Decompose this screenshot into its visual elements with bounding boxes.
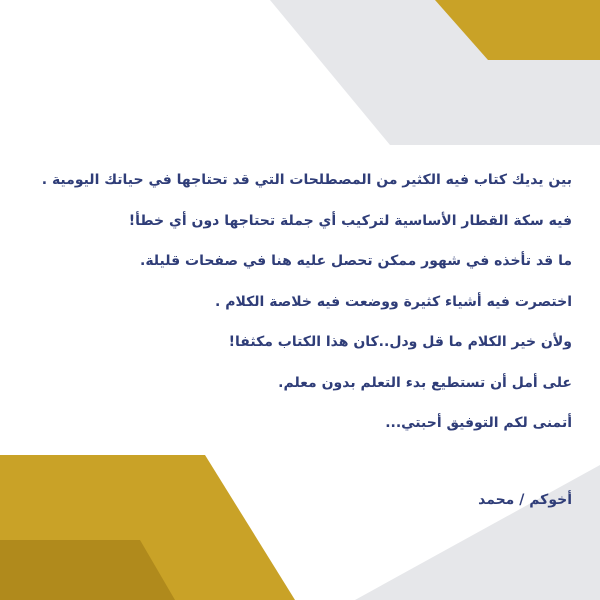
intro-line-3: ما قد تأخذه في شهور ممكن تحصل عليه هنا في صفحات قليلة. [140,253,572,269]
intro-line-4: اختصرت فيه أشياء كثيرة ووضعت فيه خلاصة الكلام . [215,293,572,310]
bottom-gray-shape [355,465,600,600]
intro-line-1: بين يديك كتاب فيه الكثير من المصطلحات التي قد تحتاجها في حياتك اليومية . [41,172,572,188]
intro-line-5: ولأن خير الكلام ما قل ودل..كان هذا الكتاب مكثفا! [228,334,572,350]
intro-line-6: على أمل أن تستطيع بدء التعلم بدون معلم. [278,374,572,391]
intro-line-2: فيه سكة القطار الأساسية لتركيب أي جملة تحتاجها دون أي خطأ! [128,212,572,229]
intro-line-7: أتمنى لكم التوفيق أحبتي... [385,415,572,431]
author-signature: أخوكم / محمد [478,492,572,508]
intro-text [32,170,572,454]
